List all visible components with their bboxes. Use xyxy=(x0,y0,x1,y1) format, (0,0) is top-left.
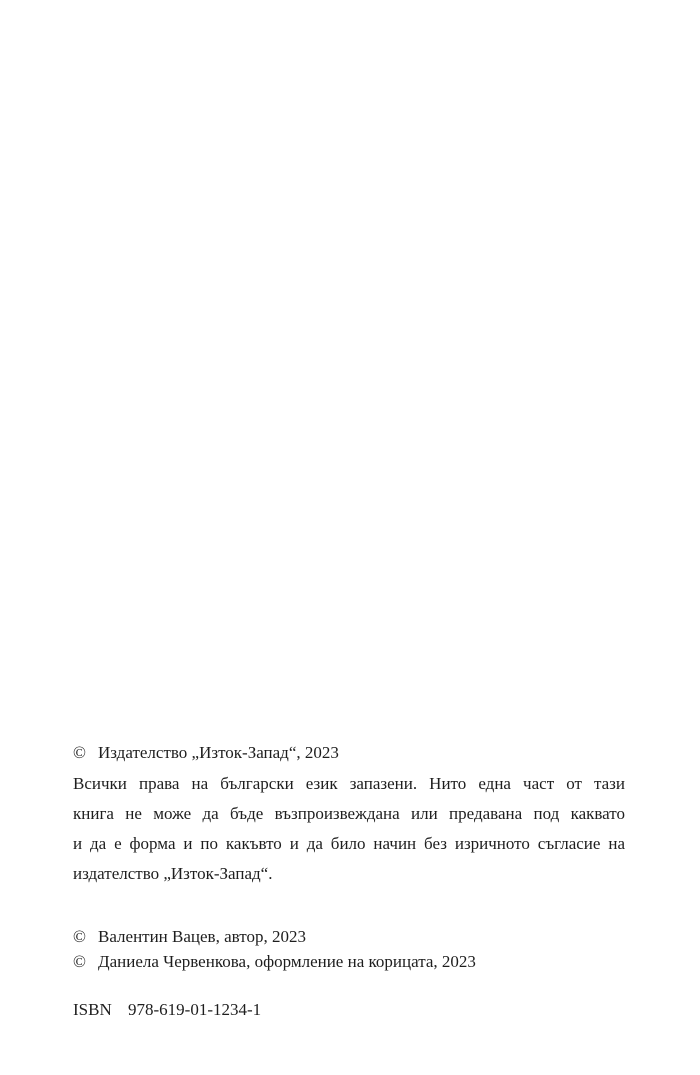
isbn-label: ISBN xyxy=(73,1000,112,1019)
rights-notice-line: Всички права на български език запазени. Нито една част от тази xyxy=(73,774,625,793)
cover-copyright-line xyxy=(73,953,476,970)
copyright-symbol: © xyxy=(73,927,86,946)
rights-notice-line: и да е форма и по какъвто и да било начин без изричното съгласие на xyxy=(73,834,625,853)
author-copyright-line xyxy=(73,928,306,945)
publisher-copyright-text: Издателство „Изток-Запад“, 2023 xyxy=(98,743,339,762)
author-copyright-text: Валентин Вацев, автор, 2023 xyxy=(98,927,306,946)
rights-notice-paragraph xyxy=(73,769,625,889)
rights-notice-line: книга не може да бъде възпроизвеждана или предавана под каквато xyxy=(73,804,625,823)
copyright-symbol: © xyxy=(73,952,86,971)
copyright-symbol: © xyxy=(73,743,86,762)
publisher-copyright-line xyxy=(73,744,339,761)
isbn-line xyxy=(73,1001,261,1018)
isbn-value: 978-619-01-1234-1 xyxy=(128,1000,262,1019)
rights-notice-line: издателство „Изток-Запад“. xyxy=(73,864,273,883)
cover-copyright-text: Даниела Червенкова, оформление на корицата, 2023 xyxy=(98,952,476,971)
